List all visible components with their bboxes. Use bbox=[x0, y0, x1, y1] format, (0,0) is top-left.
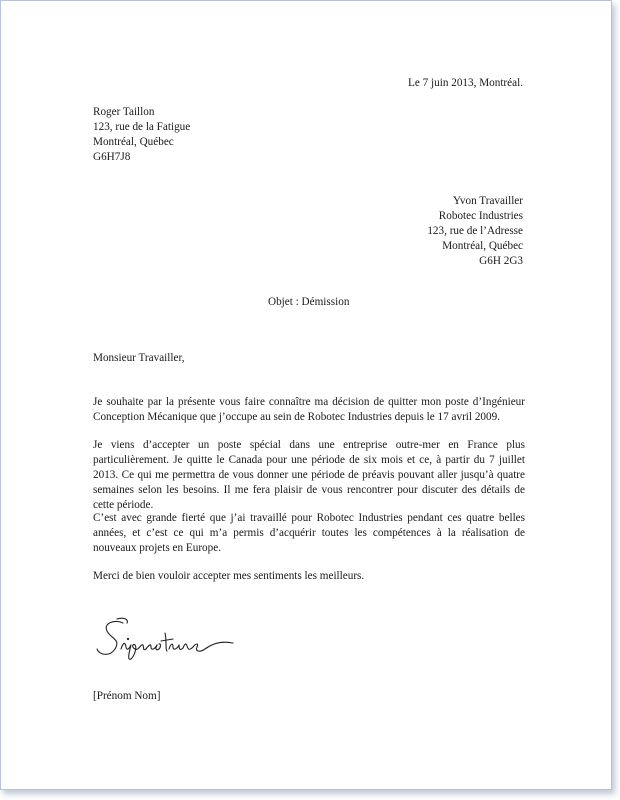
recipient-city: Montréal, Québec bbox=[442, 240, 523, 252]
paragraph-2: Je viens d’accepter un poste spécial dans une entreprise outre-mer en France plus particulièrement. Je quitte le Canada pour une période de six mois et ce, à partir du 7 juillet 2013. Ce qui me permettra de vous donner une période de préavis pouvant aller jusqu’à quatre semaines selon les besoins. Il me fera plaisir de vous rencontrer pour discuter des détails de cette période. bbox=[93, 439, 525, 511]
recipient-street: 123, rue de l’Adresse bbox=[427, 225, 523, 237]
paragraph-1: Je souhaite par la présente vous faire connaître ma décision de quitter mon poste d’Ingénieur Conception Mécanique que j’occupe au sein de Robotec Industries depuis le 17 avril 2009. bbox=[93, 396, 525, 423]
paragraph-4: Merci de bien vouloir accepter mes sentiments les meilleurs. bbox=[93, 570, 365, 582]
paragraph-3: C’est avec grande fierté que j’ai travaillé pour Robotec Industries pendant ces quatre belles années, et c’est ce qui m’a permis d’acquérir toutes les compétences à la réalisation de nouveaux projets en Europe. bbox=[93, 512, 525, 554]
salutation: Monsieur Travailler, bbox=[93, 352, 185, 364]
sender-name: Roger Taillon bbox=[93, 106, 155, 118]
date-line: Le 7 juin 2013, Montréal. bbox=[408, 77, 523, 89]
name-placeholder: [Prénom Nom] bbox=[93, 690, 161, 702]
recipient-company: Robotec Industries bbox=[438, 210, 523, 222]
subject-line: Objet : Démission bbox=[268, 296, 350, 308]
recipient-postal: G6H 2G3 bbox=[479, 255, 523, 267]
handwritten-signature bbox=[93, 613, 243, 665]
sender-street: 123, rue de la Fatigue bbox=[93, 121, 191, 133]
sender-city: Montréal, Québec bbox=[93, 136, 174, 148]
sender-postal: G6H7J8 bbox=[93, 151, 131, 163]
recipient-name: Yvon Travailler bbox=[452, 195, 523, 207]
